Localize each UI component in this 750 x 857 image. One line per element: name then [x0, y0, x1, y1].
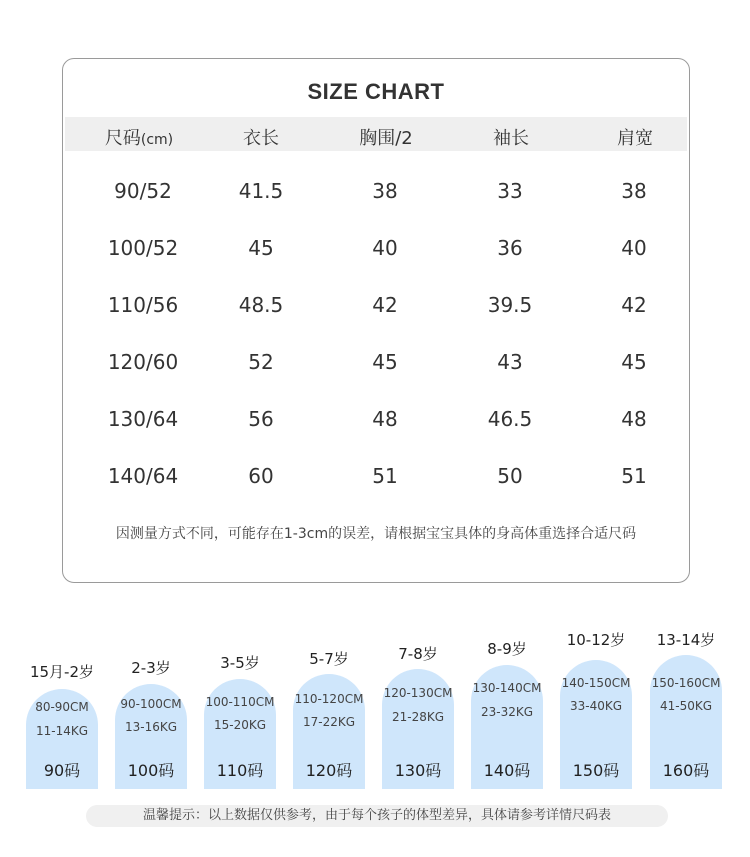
cell-sleeve: 39.5	[487, 293, 533, 317]
height-range: 140-150CM	[561, 676, 631, 690]
measurement-note: 因测量方式不同，可能存在1-3cm的误差，请根据宝宝具体的身高体重选择合适尺码	[115, 526, 637, 542]
cell-length: 56	[248, 407, 274, 431]
cell-sleeve: 43	[497, 350, 523, 374]
header-size-label: 尺码	[104, 128, 141, 149]
size-code: 120码	[305, 761, 353, 780]
cell-shoulder: 38	[621, 179, 647, 203]
age-label: 15月-2岁	[29, 663, 95, 681]
height-range: 150-160CM	[651, 676, 721, 690]
weight-range: 23-32KG	[480, 705, 534, 719]
cell-shoulder: 51	[621, 464, 647, 488]
cell-shoulder: 45	[621, 350, 647, 374]
cell-sleeve: 33	[497, 179, 523, 203]
age-label: 10-12岁	[566, 631, 626, 649]
weight-range: 15-20KG	[213, 718, 267, 732]
reference-tip: 温馨提示：以上数据仅供参考，由于每个孩子的体型差异，具体请参考详情尺码表	[86, 805, 668, 827]
cell-sleeve: 36	[497, 236, 523, 260]
cell-length: 45	[248, 236, 274, 260]
size-chart-header	[65, 117, 687, 151]
age-label: 2-3岁	[131, 659, 171, 677]
table-row	[63, 236, 689, 266]
cell-size: 130/64	[107, 407, 179, 431]
size-chart-card	[62, 58, 690, 583]
size-code: 110码	[216, 761, 264, 780]
weight-range: 17-22KG	[302, 715, 356, 729]
cell-chest: 51	[372, 464, 398, 488]
weight-range: 33-40KG	[569, 699, 623, 713]
cell-chest: 48	[372, 407, 398, 431]
weight-range: 41-50KG	[659, 699, 713, 713]
cell-shoulder: 42	[621, 293, 647, 317]
size-code: 140码	[483, 761, 531, 780]
header-size-unit: (cm)	[140, 132, 174, 148]
height-range: 80-90CM	[35, 700, 89, 714]
weight-range: 21-28KG	[391, 710, 445, 724]
size-code: 150码	[572, 761, 620, 780]
age-label: 13-14岁	[656, 631, 716, 649]
cell-chest: 40	[372, 236, 398, 260]
age-label: 8-9岁	[487, 640, 527, 658]
cell-length: 48.5	[238, 293, 284, 317]
cell-shoulder: 48	[621, 407, 647, 431]
size-code: 160码	[662, 761, 710, 780]
cell-sleeve: 50	[497, 464, 523, 488]
table-row	[63, 179, 689, 209]
table-row	[63, 350, 689, 380]
cell-shoulder: 40	[621, 236, 647, 260]
header-length: 衣长	[243, 128, 279, 149]
table-row	[63, 407, 689, 437]
height-range: 130-140CM	[472, 681, 542, 695]
table-row	[63, 293, 689, 323]
header-sleeve: 袖长	[493, 128, 529, 149]
cell-length: 60	[248, 464, 274, 488]
weight-range: 13-16KG	[124, 720, 178, 734]
weight-range: 11-14KG	[35, 724, 89, 738]
height-range: 110-120CM	[294, 692, 364, 706]
size-code: 90码	[43, 761, 81, 780]
cell-size: 120/60	[107, 350, 179, 374]
cell-chest: 42	[372, 293, 398, 317]
size-code: 100码	[127, 761, 175, 780]
cell-chest: 45	[372, 350, 398, 374]
cell-sleeve: 46.5	[487, 407, 533, 431]
header-size	[79, 124, 199, 150]
age-label: 3-5岁	[220, 654, 260, 672]
cell-length: 52	[248, 350, 274, 374]
height-range: 90-100CM	[120, 697, 182, 711]
header-shoulder: 肩宽	[617, 128, 653, 149]
age-label: 7-8岁	[398, 645, 438, 663]
cell-size: 110/56	[107, 293, 179, 317]
age-label: 5-7岁	[309, 650, 349, 668]
cell-size: 100/52	[107, 236, 179, 260]
table-row	[63, 464, 689, 494]
size-chart-title: SIZE CHART	[307, 79, 445, 104]
height-range: 100-110CM	[205, 695, 275, 709]
header-chest: 胸围/2	[359, 128, 413, 149]
cell-length: 41.5	[238, 179, 284, 203]
cell-chest: 38	[372, 179, 398, 203]
cell-size: 140/64	[107, 464, 179, 488]
height-range: 120-130CM	[383, 686, 453, 700]
cell-size: 90/52	[114, 179, 172, 203]
size-code: 130码	[394, 761, 442, 780]
